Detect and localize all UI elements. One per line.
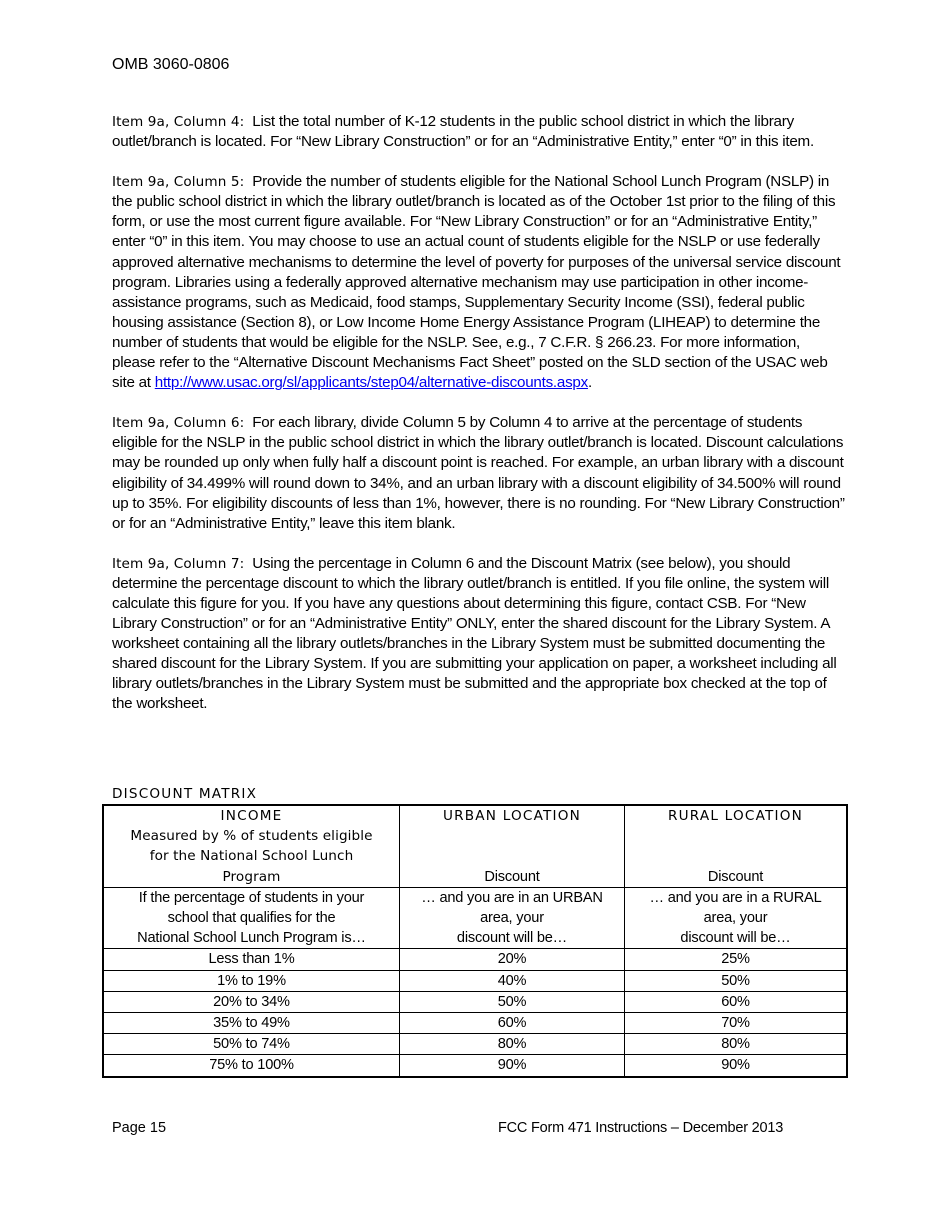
rural-header-cell (625, 805, 848, 887)
income-range: 20% to 34% (103, 991, 400, 1012)
income-sub-line: Program (222, 868, 281, 885)
income-range: 1% to 19% (103, 970, 400, 991)
rural-discount: 70% (625, 1013, 848, 1034)
page-number: Page 15 (112, 1120, 167, 1136)
urban-discount: 50% (400, 991, 625, 1012)
rural-discount: 50% (625, 970, 848, 991)
urban-discount: 40% (400, 970, 625, 991)
urban-header: URBAN LOCATION (442, 808, 581, 824)
paragraph-column-4 (112, 112, 847, 152)
income-description (103, 887, 400, 949)
description-line: discount will be… (456, 930, 568, 947)
income-range: Less than 1% (103, 949, 400, 970)
income-sub-line: Measured by % of students eligible (130, 828, 373, 845)
link-trailing-period: . (587, 374, 592, 392)
item-label: Item 9a, Column 5: (112, 174, 245, 191)
income-range: 75% to 100% (103, 1055, 400, 1077)
paragraph-column-6 (112, 413, 847, 534)
description-line: discount will be… (680, 930, 791, 947)
item-label: Item 9a, Column 6: (112, 415, 245, 432)
item-label: Item 9a, Column 4: (112, 114, 245, 130)
paragraph-column-5 (112, 172, 847, 393)
urban-discount-label: Discount (484, 868, 540, 885)
urban-discount: 80% (400, 1034, 625, 1055)
instructions-body (112, 112, 847, 735)
description-line: If the percentage of students in your (138, 889, 365, 906)
table-row (103, 970, 847, 991)
description-line: school that qualifies for the (167, 910, 336, 927)
rural-header: RURAL LOCATION (668, 808, 803, 824)
rural-discount: 60% (625, 991, 848, 1012)
form-title-footer: FCC Form 471 Instructions – December 2013 (498, 1120, 784, 1136)
paragraph-column-7 (112, 554, 847, 715)
income-sub-line: for the National School Lunch (149, 848, 354, 865)
description-line: area, your (703, 910, 768, 927)
paragraph-text: List the total number of K-12 students in the public school district in which the library outlet/branch is located. For “New Library Construction” or for an “Administrative Entity,” enter “0” in this item. (112, 113, 814, 151)
rural-description (625, 887, 848, 949)
urban-discount: 60% (400, 1013, 625, 1034)
paragraph-text: For each library, divide Column 5 by Column 4 to arrive at the percentage of students eligible for the NSLP in the public school district in which the library outlet/branch is located. Discount calculations may be rounded up only when fully half a discount point is reached. For example, an urban library with a discount eligibility of 34.499% will round down to 34%, and an urban library with a discount eligibility of 34.500% will round up to 35%. For eligibility discounts of less than 1%, however, there is no rounding. For “New Library Construction” or for an “Administrative Entity,” leave this item blank. (112, 414, 845, 532)
income-header-cell (103, 805, 400, 887)
matrix-header-row (103, 805, 847, 887)
discount-matrix-title: DISCOUNT MATRIX (112, 786, 258, 802)
urban-description (400, 887, 625, 949)
income-range: 35% to 49% (103, 1013, 400, 1034)
table-row (103, 1055, 847, 1077)
rural-discount-label: Discount (707, 868, 764, 885)
omb-number: OMB 3060-0806 (112, 56, 230, 73)
table-row (103, 949, 847, 970)
discount-matrix-table (102, 804, 848, 1078)
matrix-description-row (103, 887, 847, 949)
rural-discount: 90% (625, 1055, 848, 1077)
description-line: … and you are in a RURAL (649, 889, 822, 906)
rural-discount: 80% (625, 1034, 848, 1055)
description-line: area, your (480, 910, 544, 927)
table-row (103, 1034, 847, 1055)
description-line: … and you are in an URBAN (421, 889, 603, 906)
urban-discount: 90% (400, 1055, 625, 1077)
description-line: National School Lunch Program is… (137, 930, 366, 947)
income-header: INCOME (220, 808, 283, 824)
table-row (103, 991, 847, 1012)
urban-header-cell (400, 805, 625, 887)
paragraph-text: Provide the number of students eligible for the National School Lunch Program (NSLP) in the public school district in which the library outlet/branch is located as of the October 1st prior to the filing of this form, or use the most current figure available. For “New Library Construction” or for an “Administrative Entity,” enter “0” in this item. You may choose to use an actual count of students eligible for the NSLP or use federally approved alternative mechanisms to determine the level of poverty for purposes of the universal service discount program. Libraries using a federally approved alternative mechanism may use participation in other income-assistance programs, such as Medicaid, food stamps, Supplementary Security Income (SSI), federal public housing assistance (Section 8), or Low Income Home Energy Assistance Program (LIHEAP) to determine the number of students that would be eligible for the NSLP. See, e.g., 7 C.F.R. § 266.23. For more information, please refer to the “Alternative Discount Mechanisms Fact Sheet” posted on the SLD section of the USAC web site at (112, 173, 841, 392)
alternative-discounts-link[interactable]: http://www.usac.org/sl/applicants/step04/alternative-discounts.aspx (154, 374, 588, 392)
paragraph-text: Using the percentage in Column 6 and the Discount Matrix (see below), you should determine the percentage discount to which the library outlet/branch is entitled. If you file online, the system will calculate this figure for you. If you have any questions about determining this figure, contact CSB. For “New Library Construction” or for an “Administrative Entity” ONLY, enter the shared discount for the Library System. A worksheet containing all the library outlets/branches in the Library System must be submitted documenting the shared discount for the Library System. If you are submitting your application on paper, a worksheet including all library outlets/branches in the Library System must be submitted and the appropriate box checked at the top of the worksheet. (112, 554, 837, 713)
urban-discount: 20% (400, 949, 625, 970)
item-label: Item 9a, Column 7: (112, 555, 245, 572)
table-row (103, 1013, 847, 1034)
income-range: 50% to 74% (103, 1034, 400, 1055)
rural-discount: 25% (625, 949, 848, 970)
